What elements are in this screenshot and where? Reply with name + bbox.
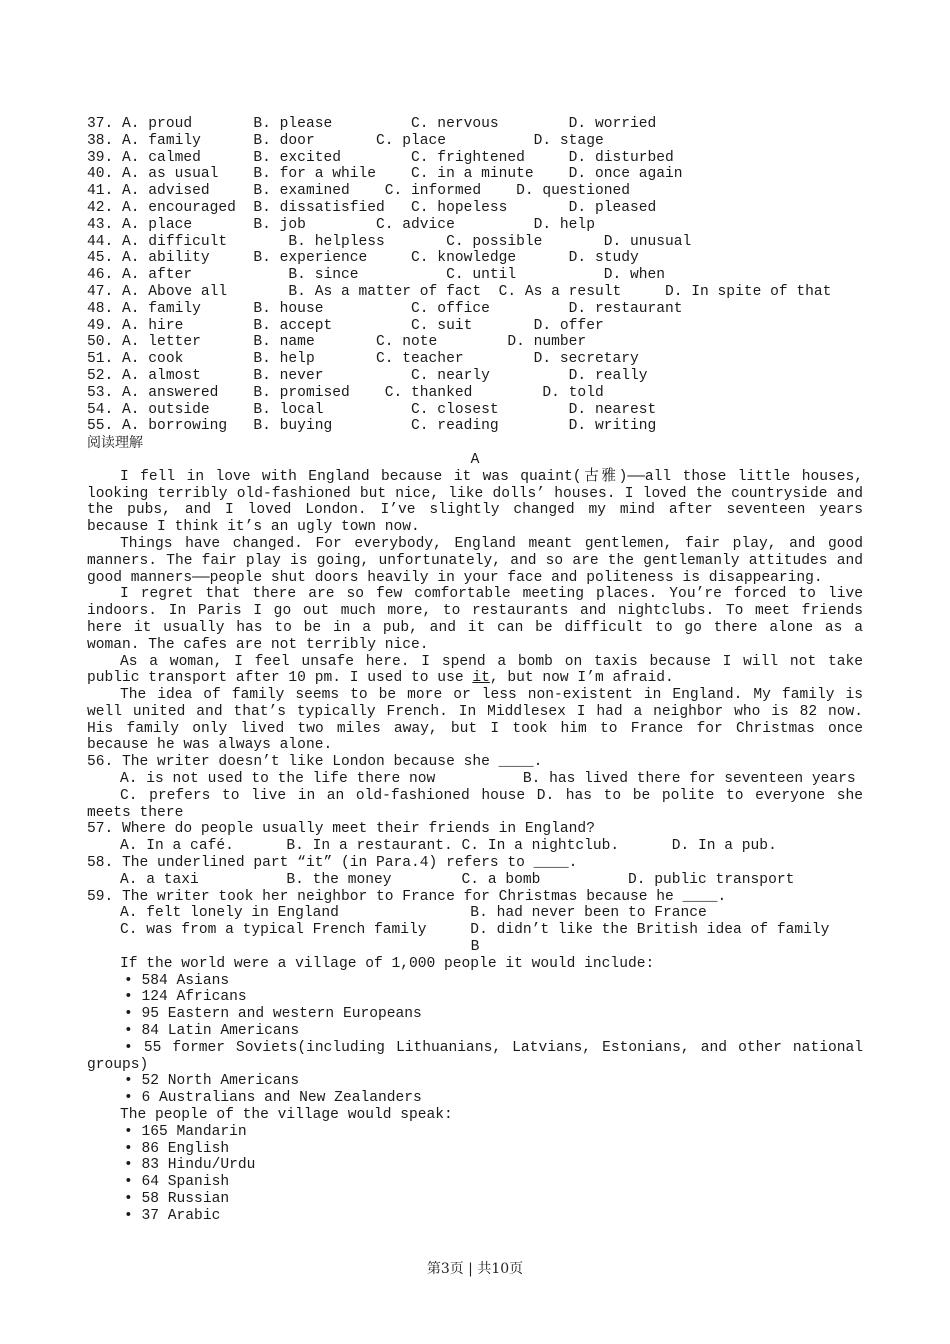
passage-a-paragraph-3: I regret that there are so few comfortable meeting places. You’re forced to live indoors. In Paris I go out much more, to restaurants and nightclubs. To meet friends here it usually has to be in a pub, and it can be difficult to go there alone as a woman. The cafes are not terribly nice. [87, 586, 863, 653]
language-item: • 58 Russian [124, 1191, 230, 1207]
language-item: • 83 Hindu/Urdu [124, 1157, 256, 1174]
paragraph-4-text-end: , but now I’m afraid. [489, 670, 674, 687]
cloze-item-42: 42. A. encouraged B. dissatisfied C. hopeless D. pleased [87, 199, 657, 216]
population-item: • 52 North Americans [124, 1073, 300, 1090]
passage-b-label: B [470, 939, 480, 956]
page-footer: 第3页 | 共10页 [426, 1261, 524, 1277]
language-item: • 165 Mandarin [124, 1123, 247, 1140]
cloze-item-55: 55. A. borrowing B. buying C. reading D. writing [87, 418, 657, 435]
question-56: 56. The writer doesn’t like London because she ____. [87, 754, 543, 771]
cloze-item-41: 41. A. advised B. examined C. informed D. questioned [87, 183, 630, 200]
population-item: • 6 Australians and New Zealanders [124, 1090, 422, 1107]
section-title: 阅读理解 [87, 435, 143, 452]
page-content [87, 116, 863, 1225]
population-item: • 95 Eastern and western Europeans [124, 1006, 422, 1023]
question-56-options-ab: A. is not used to the life there now B. has lived there for seventeen years [120, 771, 856, 788]
question-59-options-ab: A. felt lonely in England B. had never been to France [120, 905, 707, 922]
cloze-item-49: 49. A. hire B. accept C. suit D. offer [87, 317, 604, 334]
question-56-options-cd: C. prefers to live in an old-fashioned house D. has to be polite to everyone she meets there [87, 787, 863, 821]
cloze-item-46: 46. A. after B. since C. until D. when [87, 267, 666, 284]
cloze-item-48: 48. A. family B. house C. office D. restaurant [87, 300, 683, 317]
population-item: • 55 former Soviets(including Lithuanians, Latvians, Estonians, and other national groups) [87, 1039, 863, 1073]
cloze-item-37: 37. A. proud B. please C. nervous D. worried [87, 116, 657, 132]
passage-a-label: A [470, 451, 480, 468]
paragraph-4-text-start: As a woman, I feel unsafe here. I spend a bomb on taxis because I will not take public transport after 10 pm. I used to use [87, 653, 863, 687]
cloze-item-43: 43. A. place B. job C. advice D. help [87, 216, 595, 233]
population-item: • 584 Asians [124, 972, 230, 989]
language-item: • 37 Arabic [124, 1207, 221, 1224]
question-58-options: A. a taxi B. the money C. a bomb D. public transport [120, 871, 795, 888]
cloze-item-45: 45. A. ability B. experience C. knowledge D. study [87, 250, 639, 267]
cloze-item-51: 51. A. cook B. help C. teacher D. secretary [87, 351, 639, 368]
passage-a-paragraph-5: The idea of family seems to be more or less non-existent in England. My family is well united and that’s typically French. In Middlesex I had a neighbor who is 82 now. His family only lived two miles away, but I took him to France for Christmas once because he was always alone. [87, 687, 863, 754]
cloze-item-39: 39. A. calmed B. excited C. frightened D. disturbed [87, 149, 674, 166]
cloze-item-52: 52. A. almost B. never C. nearly D. really [87, 367, 648, 384]
language-item: • 64 Spanish [124, 1174, 230, 1191]
cloze-item-44: 44. A. difficult B. helpless C. possible D. unusual [87, 233, 692, 250]
passage-a-paragraph-4 [87, 654, 863, 688]
language-item: • 86 English [124, 1140, 230, 1157]
cloze-item-40: 40. A. as usual B. for a while C. in a minute D. once again [87, 166, 683, 183]
question-59-options-cd: C. was from a typical French family D. didn’t like the British idea of family [120, 922, 830, 939]
question-59: 59. The writer took her neighbor to France for Christmas because he ____. [87, 888, 727, 905]
cloze-options-list [87, 116, 863, 435]
cloze-item-53: 53. A. answered B. promised C. thanked D. told [87, 384, 604, 401]
question-57: 57. Where do people usually meet their friends in England? [87, 821, 595, 838]
question-58: 58. The underlined part “it” (in Para.4) refers to ____. [87, 855, 578, 872]
question-57-options: A. In a café. B. In a restaurant. C. In a nightclub. D. In a pub. [120, 838, 777, 855]
passage-b-intro: If the world were a village of 1,000 people it would include: [120, 955, 655, 972]
cloze-item-54: 54. A. outside B. local C. closest D. nearest [87, 401, 657, 418]
cloze-item-50: 50. A. letter B. name C. note D. number [87, 334, 587, 351]
languages-intro: The people of the village would speak: [120, 1107, 453, 1124]
cloze-item-38: 38. A. family B. door C. place D. stage [87, 132, 604, 149]
passage-a-paragraph-2: Things have changed. For everybody, England meant gentlemen, fair play, and good manners. The fair play is going, unfortunately, and so are the gentlemanly attitudes and good manners——people shut doors heavily in your face and politeness is disappearing. [87, 535, 863, 586]
population-item: • 84 Latin Americans [124, 1023, 300, 1040]
cloze-item-47: 47. A. Above all B. As a matter of fact C. As a result D. In spite of that [87, 283, 832, 300]
population-item: • 124 Africans [124, 989, 247, 1006]
passage-a-paragraph-1: I fell in love with England because it was quaint(古雅)——all those little houses, looking terribly old-fashioned but nice, like dolls’ houses. I loved the countryside and the pubs, and I loved London. I’ve slightly changed my mind after seventeen years because I think it’s an ugly town now. [87, 468, 863, 536]
underlined-word: it [472, 670, 490, 687]
